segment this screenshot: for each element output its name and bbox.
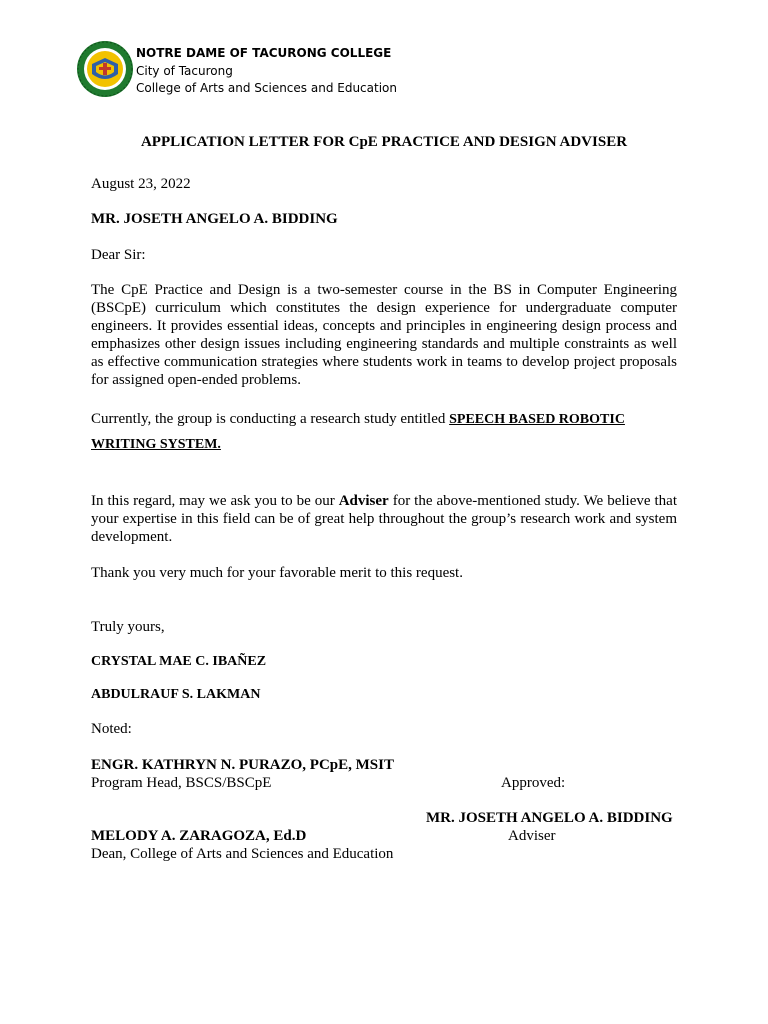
adviser-title: Adviser	[508, 828, 556, 844]
letter-date: August 23, 2022	[91, 176, 191, 192]
dean-name: MELODY A. ZARAGOZA, Ed.D	[91, 828, 307, 844]
body-paragraph-3	[91, 492, 677, 546]
college-seal-logo	[76, 40, 134, 98]
student-signatory-1: CRYSTAL MAE C. IBAÑEZ	[91, 654, 267, 669]
study-title-line-1: SPEECH BASED ROBOTIC	[449, 412, 625, 427]
department-name: College of Arts and Sciences and Education	[136, 81, 397, 95]
adviser-name: MR. JOSETH ANGELO A. BIDDING	[426, 810, 673, 826]
adviser-emphasis: Adviser	[338, 493, 389, 509]
program-head-title: Program Head, BSCS/BSCpE	[91, 775, 272, 791]
paragraph-2-intro: Currently, the group is conducting a research study entitled	[91, 411, 450, 427]
body-paragraph-2	[91, 407, 677, 457]
college-name: NOTRE DAME OF TACURONG COLLEGE	[136, 46, 392, 60]
recipient-name: MR. JOSETH ANGELO A. BIDDING	[91, 211, 338, 227]
student-signatory-2: ABDULRAUF S. LAKMAN	[91, 687, 261, 702]
body-paragraph-4: Thank you very much for your favorable merit to this request.	[91, 565, 463, 581]
study-title-line-2: WRITING SYSTEM.	[91, 437, 221, 452]
paragraph-3-after: for the above-mentioned study. We believe that your expertise in this field can be of great help throughout the group’s research work and system development.	[91, 493, 677, 545]
city-name: City of Tacurong	[136, 63, 233, 78]
noted-label: Noted:	[91, 721, 132, 737]
letter-title: APPLICATION LETTER FOR CpE PRACTICE AND DESIGN ADVISER	[140, 134, 628, 150]
paragraph-3-before: In this regard, may we ask you to be our	[91, 493, 339, 509]
dean-title: Dean, College of Arts and Sciences and Education	[91, 846, 394, 862]
approved-label: Approved:	[501, 775, 566, 791]
closing: Truly yours,	[91, 619, 165, 635]
institution-header	[136, 45, 397, 98]
program-head-name: ENGR. KATHRYN N. PURAZO, PCpE, MSIT	[91, 757, 394, 773]
body-paragraph-1: The CpE Practice and Design is a two-semester course in the BS in Computer Engineering (BSCpE) curriculum which constitutes the design experience for undergraduate computer engineers. It provides essential ideas, concepts and principles in engineering design process and emphasizes other design issues including engineering standards and multiple constraints as well as effective communication strategies where students work in teams to develop project proposals for assigned open-ended problems.	[91, 282, 677, 388]
salutation: Dear Sir:	[91, 247, 146, 263]
